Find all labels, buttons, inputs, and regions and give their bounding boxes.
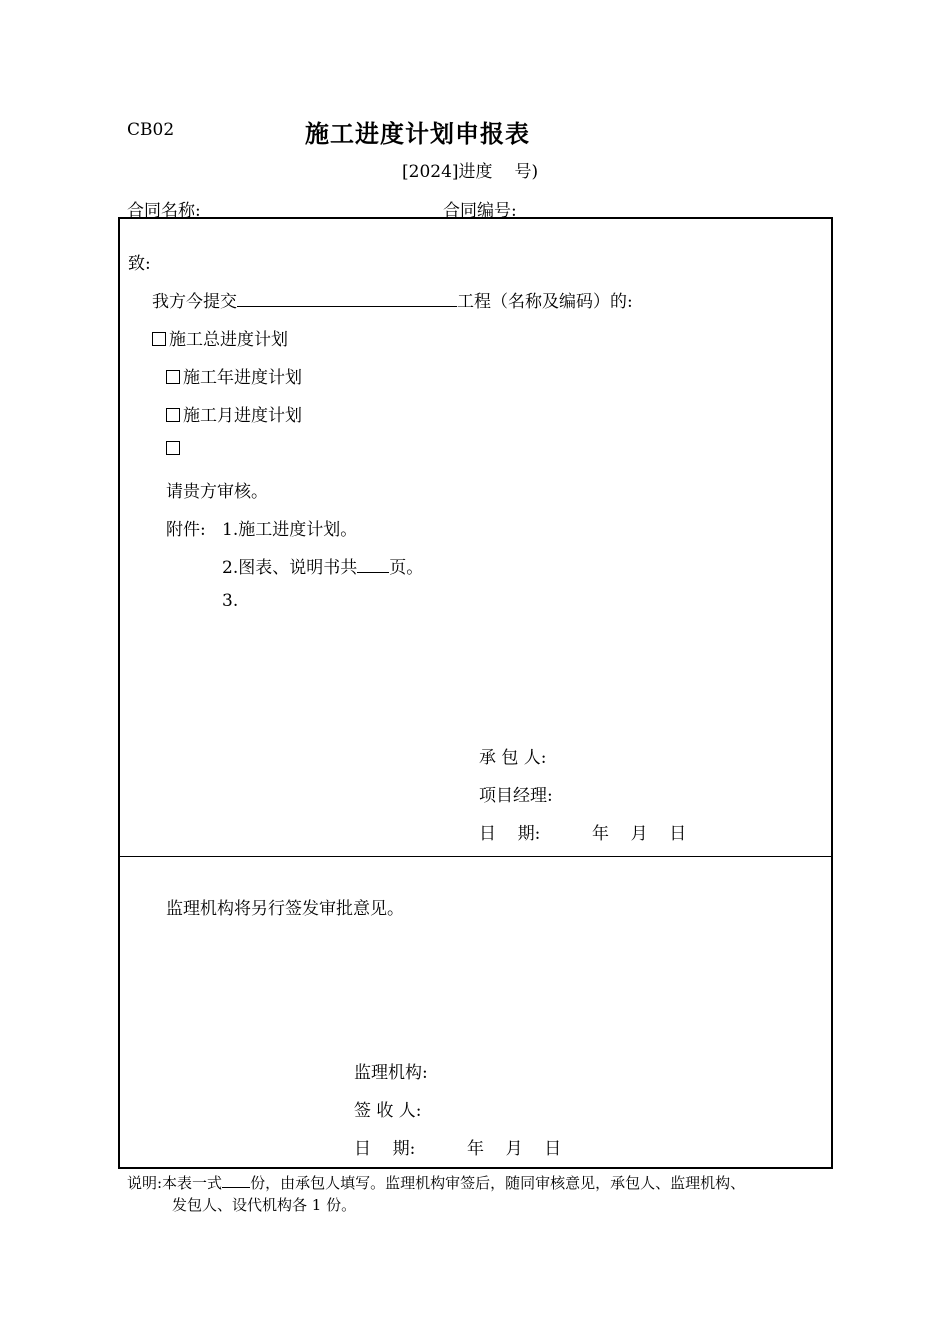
- attachment-1: 1.施工进度计划。: [222, 520, 358, 540]
- attachment-2: [222, 553, 423, 578]
- option-label: 施工月进度计划: [183, 406, 302, 426]
- footer-note-line-1: [127, 1172, 745, 1193]
- checkbox-icon[interactable]: [166, 408, 180, 422]
- project-name-blank[interactable]: [237, 291, 457, 307]
- submit-prefix: 我方今提交: [152, 292, 237, 312]
- footer-note-a: 说明:本表一式: [127, 1174, 223, 1192]
- attachment-label: 附件:: [166, 520, 206, 540]
- option-label: 施工年进度计划: [183, 368, 302, 388]
- footer-note-line-2: 发包人、设代机构各 1 份。: [172, 1196, 357, 1214]
- form-code: CB02: [127, 120, 175, 140]
- attachment-2-suffix: 页。: [389, 558, 424, 578]
- attachment-2-text: 2.图表、说明书共: [222, 558, 358, 578]
- option-other[interactable]: [166, 439, 183, 459]
- doc-number: [402, 157, 538, 182]
- section-divider: [118, 856, 831, 857]
- doc-number-suffix: 号): [514, 162, 539, 182]
- contractor-date-label: 日 期:: [479, 824, 541, 844]
- supervisor-date-label: 日 期:: [354, 1139, 416, 1159]
- footer-note-b: 份，由承包人填写。监理机构审签后，随同审核意见，承包人、监理机构、: [250, 1174, 746, 1192]
- checkbox-icon[interactable]: [166, 441, 180, 455]
- contractor-label: 承 包 人:: [479, 748, 547, 768]
- supervisor-date-units: 年 月 日: [467, 1139, 562, 1159]
- contractor-date-units: 年 月 日: [592, 824, 687, 844]
- option-monthly-plan[interactable]: [166, 401, 302, 426]
- page-title: 施工进度计划申报表: [305, 119, 530, 148]
- checkbox-icon[interactable]: [166, 370, 180, 384]
- copies-blank[interactable]: [222, 1174, 250, 1188]
- doc-number-prefix: [2024]进度: [402, 162, 493, 182]
- option-total-plan[interactable]: [152, 325, 288, 350]
- form-box: [118, 217, 833, 1169]
- contract-no-label: 合同编号:: [443, 201, 517, 221]
- option-label: 施工总进度计划: [169, 330, 288, 350]
- approval-note: 监理机构将另行签发审批意见。: [166, 899, 404, 919]
- project-manager-label: 项目经理:: [479, 786, 553, 806]
- option-annual-plan[interactable]: [166, 363, 302, 388]
- to-label: 致:: [128, 254, 151, 274]
- submit-line: [152, 287, 633, 312]
- request-review: 请贵方审核。: [166, 482, 268, 502]
- contract-name-label: 合同名称:: [127, 201, 201, 221]
- attachment-3: 3.: [222, 591, 239, 611]
- supervisor-org-label: 监理机构:: [354, 1063, 428, 1083]
- submit-suffix: 工程（名称及编码）的:: [457, 292, 633, 312]
- checkbox-icon[interactable]: [152, 332, 166, 346]
- receiver-label: 签 收 人:: [354, 1101, 422, 1121]
- page-count-blank[interactable]: [357, 557, 389, 573]
